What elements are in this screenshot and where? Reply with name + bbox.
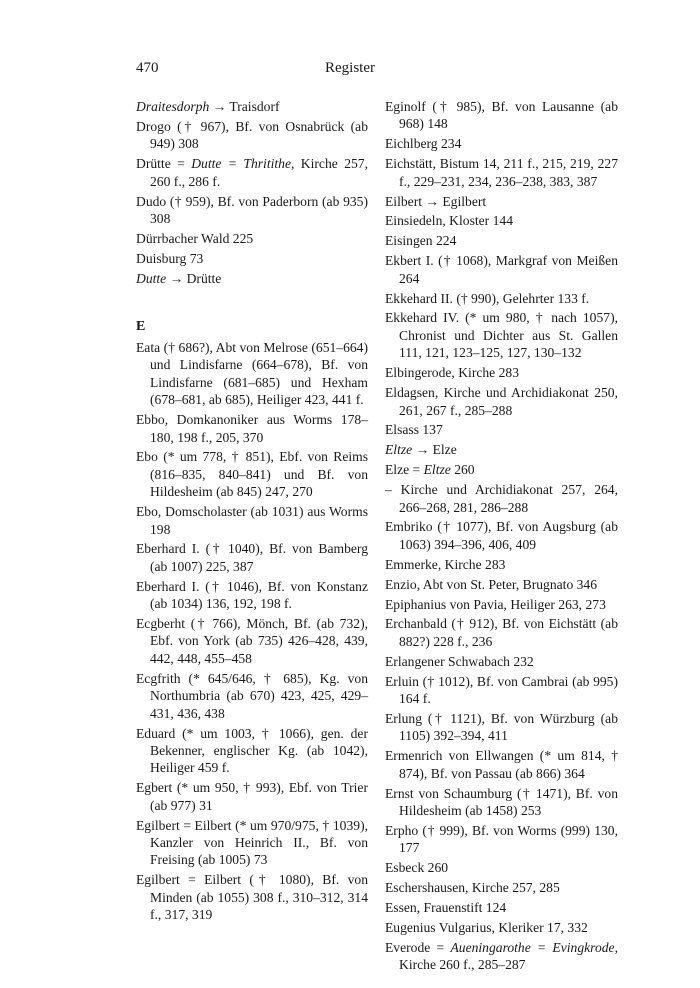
running-head: Register [325, 60, 375, 76]
index-entry: Ernst von Schaumburg († 1471), Bf. von Hildesheim (ab 1458) 253 [385, 785, 618, 819]
index-entry: Erchanbald († 912), Bf. von Eichstätt (ab 882?) 228 f., 236 [385, 616, 618, 649]
index-entry: Erlung († 1121), Bf. von Würzburg (ab 1105) 392–394, 411 [385, 711, 618, 744]
index-entry: Dudo († 959), Bf. von Paderborn (ab 935) 308 [136, 193, 368, 226]
index-entry: Erluin († 1012), Bf. von Cambrai (ab 995) 164 f. [385, 673, 618, 707]
index-entry: Ecgberht († 766), Mönch, Bf. (ab 732), Ebf. von York (ab 735) 426–428, 439, 442, 448, 455–458 [136, 616, 368, 666]
index-entry: Eugenius Vulgarius, Kleriker 17, 332 [385, 919, 588, 935]
index-entry: Essen, Frauenstift 124 [385, 900, 507, 916]
index-entry: Egilbert = Eilbert (* um 970/975, † 1039), Kanzler von Heinrich II., Bf. von Freising (ab 1005) 73 [136, 817, 368, 868]
index-entry: Elbingerode, Kirche 283 [385, 365, 520, 381]
index-entry: Dutte → Drütte [136, 270, 222, 286]
index-entry: Drogo († 967), Bf. von Osnabrück (ab 949) 308 [136, 118, 368, 152]
index-entry: Ecgfrith (* 645/646, † 685), Kg. von Northumbria (ab 670) 423, 425, 429–431, 436, 438 [136, 670, 368, 721]
index-entry: Einsiedeln, Kloster 144 [385, 213, 513, 229]
index-entry: Ebbo, Domkanoniker aus Worms 178–180, 198 f., 205, 370 [136, 412, 368, 445]
index-entry: Eberhard I. († 1040), Bf. von Bamberg (ab 1007) 225, 387 [136, 541, 368, 574]
index-entry: Ebo (* um 778, † 851), Ebf. von Reims (816–835, 840–841) und Bf. von Hildesheim (ab 845) 247, 270 [136, 449, 368, 500]
index-entry: Elsass 137 [385, 422, 443, 438]
index-entry: Egilbert = Eilbert († 1080), Bf. von Minden (ab 1055) 308 f., 310–312, 314 f., 317, 319 [136, 872, 368, 923]
index-entry: Erlangener Schwabach 232 [385, 653, 534, 669]
index-entry: Eata († 686?), Abt von Melrose (651–664) und Lindisfarne (664–678), Bf. von Lindisfarne (681–685) und Hexham (678–681, ab 685), Heiliger 423, 441 f. [136, 339, 368, 408]
index-entry: Eldagsen, Kirche und Archidiakonat 250, 261, 267 f., 285–288 [385, 385, 618, 418]
index-entry: Eschershausen, Kirche 257, 285 [385, 880, 560, 896]
index-entry: Duisburg 73 [136, 250, 204, 266]
index-entry: Eltze → Elze [385, 442, 457, 458]
page-number: 470 [136, 60, 159, 76]
index-entry: Draitesdorph → Traisdorf [136, 99, 280, 114]
index-entry: Elze = Eltze 260 [385, 462, 475, 478]
index-entry: Eichlberg 234 [385, 136, 462, 152]
index-entry: Emmerke, Kirche 283 [385, 556, 506, 572]
index-entry: Epiphanius von Pavia, Heiliger 263, 273 [385, 596, 606, 612]
index-subentry: – Kirche und Archidiakonat 257, 264, 266–268, 281, 286–288 [385, 482, 618, 515]
index-entry: Ebo, Domscholaster (ab 1031) aus Worms 198 [136, 504, 368, 537]
index-entry: Eginolf († 985), Bf. von Lausanne (ab 968) 148 [385, 99, 618, 132]
index-entry: Enzio, Abt von St. Peter, Brugnato 346 [385, 576, 598, 592]
right-column [385, 98, 618, 976]
index-entry: Embriko († 1077), Bf. von Augsburg (ab 1063) 394–396, 406, 409 [385, 519, 618, 552]
index-entry: Dürrbacher Wald 225 [136, 230, 254, 246]
index-entry: Ekkehard IV. (* um 980, † nach 1057), Chronist und Dichter aus St. Gallen 111, 121, 123–125, 127, 130–132 [385, 310, 618, 361]
index-entry: Ekbert I. († 1068), Markgraf von Meißen 264 [385, 253, 618, 286]
index-entry: Ermenrich von Ellwangen (* um 814, † 874), Bf. von Passau (ab 866) 364 [385, 748, 618, 781]
index-entry: Drütte = Dutte = Thritithe, Kirche 257, 260 f., 286 f. [136, 156, 368, 189]
left-column [136, 98, 368, 926]
index-entry: Eberhard I. († 1046), Bf. von Konstanz (ab 1034) 136, 192, 198 f. [136, 578, 368, 612]
index-entry: Egbert (* um 950, † 993), Ebf. von Trier (ab 977) 31 [136, 780, 368, 813]
index-entry: Eisingen 224 [385, 233, 457, 249]
index-entry: Eilbert → Egilbert [385, 193, 487, 209]
section-letter: E [136, 318, 146, 334]
index-entry: Esbeck 260 [385, 860, 449, 876]
index-entry: Eduard (* um 1003, † 1066), gen. der Bekenner, englischer Kg. (ab 1042), Heiliger 459 f. [136, 725, 368, 776]
index-entry: Everode = Aueningarothe = Evingkrode, Kirche 260 f., 285–287 [385, 939, 618, 973]
index-entry: Ekkehard II. († 990), Gelehrter 133 f. [385, 290, 590, 306]
index-entry: Eichstätt, Bistum 14, 211 f., 215, 219, 227 f., 229–231, 234, 236–238, 383, 387 [385, 156, 618, 189]
index-entry: Erpho († 999), Bf. von Worms (999) 130, 177 [385, 822, 618, 856]
